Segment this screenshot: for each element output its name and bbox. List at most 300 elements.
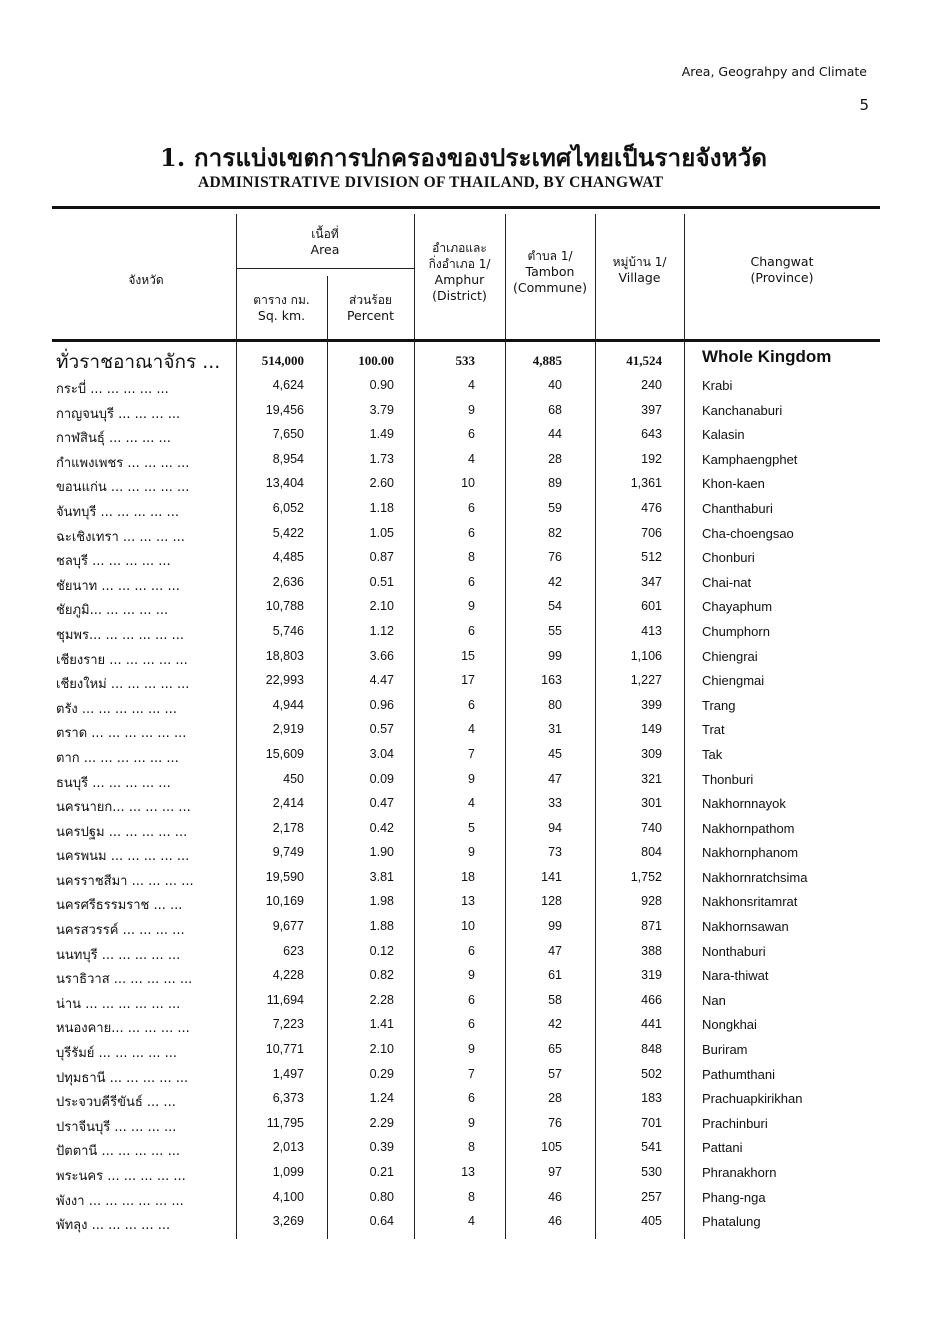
cell-village: 466 <box>641 992 662 1007</box>
cell-changwat-english: Thonburi <box>702 771 754 787</box>
area-subheader-rule <box>236 268 414 269</box>
cell-changwat-thai: กาฬสินธุ์ ... ... ... ... <box>56 431 171 447</box>
cell-tambon: 141 <box>541 869 562 884</box>
cell-changwat-thai: ตาก ... ... ... ... ... ... <box>56 750 179 766</box>
cell-tambon: 76 <box>548 1115 562 1130</box>
cell-village: 601 <box>641 599 662 614</box>
table-row <box>0 718 941 743</box>
cell-percent: 0.82 <box>369 968 394 983</box>
cell-tambon: 105 <box>541 1140 562 1155</box>
table-row <box>0 595 941 620</box>
cell-changwat-english: Buriram <box>702 1042 748 1058</box>
cell-percent: 1.18 <box>369 500 394 515</box>
cell-percent: 2.60 <box>369 476 394 491</box>
table-row <box>0 792 941 817</box>
header-label: Amphur <box>434 272 485 287</box>
header-label: Percent <box>346 308 395 323</box>
cell-changwat-thai: ประจวบคีรีขันธ์ ... ... <box>56 1095 176 1111</box>
cell-changwat-english: Khon-kaen <box>702 476 765 492</box>
cell-percent: 1.49 <box>369 427 394 442</box>
cell-percent: 0.64 <box>369 1214 394 1229</box>
cell-changwat-english: Chiengrai <box>702 648 758 664</box>
cell-percent: 1.12 <box>369 623 394 638</box>
cell-village: 1,752 <box>630 869 662 884</box>
cell-sqkm: 19,456 <box>265 402 304 417</box>
cell-percent: 1.90 <box>369 845 394 860</box>
cell-village: 240 <box>641 378 662 392</box>
cell-amphur: 6 <box>468 500 475 515</box>
table-row <box>0 620 941 645</box>
header-changwat-english <box>684 254 880 286</box>
table-row <box>0 546 941 571</box>
cell-tambon: 40 <box>548 378 562 392</box>
table-row <box>0 694 941 719</box>
cell-tambon: 28 <box>548 1091 562 1106</box>
table-row <box>0 890 941 915</box>
cell-sqkm: 5,422 <box>272 525 304 540</box>
cell-changwat-english: Nonthaburi <box>702 943 766 959</box>
cell-tambon: 61 <box>548 968 562 983</box>
cell-changwat-thai: ชัยภูมิ... ... ... ... ... <box>56 603 169 619</box>
table-row <box>0 1210 941 1235</box>
cell-changwat-english: Chumphorn <box>702 623 770 639</box>
header-label: จังหวัด <box>128 273 164 287</box>
cell-village: 309 <box>641 746 662 761</box>
header-label: (Province) <box>750 270 814 285</box>
cell-village: 149 <box>641 722 662 737</box>
cell-village: 41,524 <box>626 353 662 368</box>
cell-amphur: 6 <box>468 943 475 958</box>
cell-tambon: 59 <box>548 500 562 515</box>
cell-tambon: 99 <box>548 648 562 663</box>
cell-amphur: 17 <box>461 673 475 688</box>
cell-amphur: 4 <box>468 796 475 811</box>
cell-changwat-thai: ชุมพร... ... ... ... ... ... <box>56 627 184 643</box>
cell-tambon: 80 <box>548 697 562 712</box>
cell-sqkm: 11,694 <box>266 992 304 1007</box>
cell-amphur: 6 <box>468 1017 475 1032</box>
cell-tambon: 33 <box>548 796 562 811</box>
cell-sqkm: 6,052 <box>272 500 304 515</box>
cell-amphur: 9 <box>468 1042 475 1057</box>
cell-amphur: 6 <box>468 427 475 442</box>
header-label: กิ่งอำเภอ 1/ <box>428 257 491 271</box>
table-top-rule <box>52 206 880 209</box>
cell-changwat-thai: พังงา ... ... ... ... ... ... <box>56 1193 184 1209</box>
cell-changwat-thai: ชัยนาท ... ... ... ... ... <box>56 578 180 594</box>
cell-village: 476 <box>641 500 662 515</box>
cell-sqkm: 1,497 <box>272 1066 304 1081</box>
header-area <box>236 226 414 258</box>
cell-village: 1,227 <box>630 673 662 688</box>
table-body <box>0 347 941 1235</box>
table-row <box>0 448 941 473</box>
page-title-thai: 1. การแบ่งเขตการปกครองของประเทศไทยเป็นรายจังหวัด <box>160 143 768 172</box>
table-row <box>0 472 941 497</box>
cell-tambon: 68 <box>548 402 562 417</box>
page-number: 5 <box>859 96 869 114</box>
cell-village: 413 <box>641 623 662 638</box>
cell-village: 319 <box>641 968 662 983</box>
cell-tambon: 89 <box>548 476 562 491</box>
page-title-english: ADMINISTRATIVE DIVISION OF THAILAND, BY CHANGWAT <box>198 174 664 191</box>
cell-sqkm: 15,609 <box>265 746 304 761</box>
cell-sqkm: 10,788 <box>265 599 304 614</box>
table-row-total <box>0 347 941 374</box>
cell-changwat-english: Phatalung <box>702 1214 761 1230</box>
cell-percent: 1.05 <box>369 525 394 540</box>
cell-sqkm: 4,624 <box>272 378 304 392</box>
cell-amphur: 9 <box>468 845 475 860</box>
cell-tambon: 73 <box>548 845 562 860</box>
cell-changwat-english: Kamphaengphet <box>702 451 798 467</box>
cell-changwat-thai: ปัตตานี ... ... ... ... ... <box>56 1144 180 1160</box>
cell-tambon: 97 <box>548 1165 562 1179</box>
cell-changwat-english: Chayaphum <box>702 599 773 615</box>
cell-village: 347 <box>641 574 662 589</box>
cell-tambon: 44 <box>548 427 562 442</box>
cell-percent: 1.73 <box>369 451 394 466</box>
cell-amphur: 4 <box>468 451 475 466</box>
header-label: (Commune) <box>512 280 588 295</box>
cell-changwat-thai: กาญจนบุรี ... ... ... ... <box>56 406 181 422</box>
cell-tambon: 4,885 <box>532 353 562 368</box>
cell-tambon: 31 <box>548 722 562 737</box>
table-row <box>0 669 941 694</box>
cell-tambon: 82 <box>548 525 562 540</box>
cell-percent: 0.09 <box>369 771 394 786</box>
cell-village: 397 <box>641 402 662 417</box>
cell-sqkm: 18,803 <box>265 648 304 663</box>
table-row <box>0 1038 941 1063</box>
cell-sqkm: 7,650 <box>272 427 304 442</box>
cell-changwat-english: Cha-choengsao <box>702 525 794 541</box>
header-label: Changwat <box>750 254 814 269</box>
cell-changwat-thai: นครราชสีมา ... ... ... ... <box>56 873 194 889</box>
cell-percent: 2.29 <box>369 1115 394 1130</box>
cell-village: 512 <box>641 550 662 565</box>
cell-village: 928 <box>641 894 662 909</box>
cell-changwat-english: Nakhornsawan <box>702 919 789 935</box>
table-row <box>0 374 941 399</box>
cell-percent: 4.47 <box>369 673 394 688</box>
cell-sqkm: 9,749 <box>272 845 304 860</box>
cell-amphur: 15 <box>461 648 475 663</box>
cell-village: 706 <box>641 525 662 540</box>
cell-sqkm: 2,013 <box>272 1140 304 1155</box>
cell-percent: 1.41 <box>369 1017 394 1032</box>
cell-changwat-english: Chanthaburi <box>702 500 773 516</box>
cell-amphur: 13 <box>461 894 475 909</box>
cell-tambon: 99 <box>548 919 562 934</box>
cell-changwat-english: Nakhornratchsima <box>702 869 808 885</box>
cell-sqkm: 2,414 <box>272 796 304 811</box>
cell-changwat-thai: บุรีรัมย์ ... ... ... ... ... <box>56 1046 178 1062</box>
cell-changwat-english: Chai-nat <box>702 574 752 590</box>
cell-changwat-thai: หนองคาย... ... ... ... ... <box>56 1021 190 1037</box>
cell-amphur: 4 <box>468 378 475 392</box>
cell-percent: 1.88 <box>369 919 394 934</box>
cell-percent: 3.66 <box>369 648 394 663</box>
cell-amphur: 4 <box>468 1214 475 1229</box>
header-label: หมู่บ้าน 1/ <box>612 255 667 269</box>
cell-sqkm: 4,485 <box>272 550 304 565</box>
cell-village: 441 <box>641 1017 662 1032</box>
cell-village: 643 <box>641 427 662 442</box>
header-label: ส่วนร้อย <box>349 293 392 307</box>
cell-changwat-english: Nan <box>702 992 726 1008</box>
cell-changwat-english: Prachuapkirikhan <box>702 1091 803 1107</box>
cell-sqkm: 13,404 <box>265 476 304 491</box>
cell-changwat-english: Nakhornnayok <box>702 796 786 812</box>
cell-percent: 0.87 <box>369 550 394 565</box>
cell-sqkm: 5,746 <box>272 623 304 638</box>
cell-changwat-english: Trang <box>702 697 736 713</box>
cell-sqkm: 4,100 <box>272 1189 304 1204</box>
cell-percent: 100.00 <box>358 353 394 368</box>
table-row <box>0 768 941 793</box>
cell-changwat-thai: ธนบุรี ... ... ... ... ... <box>56 775 171 791</box>
header-label: Village <box>618 270 661 285</box>
cell-percent: 1.98 <box>369 894 394 909</box>
cell-sqkm: 10,169 <box>265 894 304 909</box>
cell-amphur: 9 <box>468 771 475 786</box>
cell-amphur: 5 <box>468 820 475 835</box>
table-row <box>0 1013 941 1038</box>
table-row <box>0 841 941 866</box>
cell-percent: 0.96 <box>369 697 394 712</box>
cell-amphur: 6 <box>468 623 475 638</box>
cell-changwat-thai: ขอนแก่น ... ... ... ... ... <box>56 480 190 496</box>
cell-tambon: 45 <box>548 746 562 761</box>
cell-tambon: 47 <box>548 771 562 786</box>
cell-sqkm: 514,000 <box>261 353 304 368</box>
cell-village: 1,106 <box>630 648 662 663</box>
cell-tambon: 42 <box>548 574 562 589</box>
cell-changwat-english: Nakhonsritamrat <box>702 894 798 910</box>
cell-changwat-english: Pathumthani <box>702 1066 775 1082</box>
cell-sqkm: 19,590 <box>265 869 304 884</box>
running-head: Area, Geograhpy and Climate <box>681 64 867 79</box>
header-village <box>595 254 684 286</box>
cell-tambon: 163 <box>541 673 562 688</box>
cell-changwat-english: Pattani <box>702 1140 743 1156</box>
table-row <box>0 1063 941 1088</box>
cell-sqkm: 4,944 <box>272 697 304 712</box>
cell-amphur: 9 <box>468 402 475 417</box>
cell-amphur: 9 <box>468 599 475 614</box>
table-header-rule <box>52 339 880 342</box>
header-amphur <box>414 240 505 304</box>
cell-changwat-thai: เชียงใหม่ ... ... ... ... ... <box>56 677 190 693</box>
cell-amphur: 18 <box>461 869 475 884</box>
cell-village: 701 <box>641 1115 662 1130</box>
cell-tambon: 42 <box>548 1017 562 1032</box>
table-row <box>0 1136 941 1161</box>
cell-percent: 0.42 <box>369 820 394 835</box>
table-row <box>0 571 941 596</box>
cell-changwat-thai: นครพนม ... ... ... ... ... <box>56 849 190 865</box>
cell-changwat-english: Whole Kingdom <box>702 347 832 366</box>
cell-percent: 3.79 <box>369 402 394 417</box>
cell-percent: 0.21 <box>369 1165 394 1179</box>
cell-changwat-thai: นครปฐม ... ... ... ... ... <box>56 824 188 840</box>
cell-percent: 0.90 <box>369 378 394 392</box>
cell-percent: 0.12 <box>369 943 394 958</box>
cell-sqkm: 10,771 <box>265 1042 304 1057</box>
table-row <box>0 497 941 522</box>
cell-changwat-thai: ตราด ... ... ... ... ... ... <box>56 726 187 742</box>
cell-changwat-english: Trat <box>702 722 725 738</box>
cell-tambon: 76 <box>548 550 562 565</box>
cell-changwat-english: Phang-nga <box>702 1189 766 1205</box>
cell-amphur: 6 <box>468 1091 475 1106</box>
cell-village: 804 <box>641 845 662 860</box>
table-row <box>0 817 941 842</box>
header-label: Sq. km. <box>257 308 306 323</box>
cell-changwat-thai: จันทบุรี ... ... ... ... ... <box>56 504 179 520</box>
table-row <box>0 1186 941 1211</box>
cell-amphur: 10 <box>461 919 475 934</box>
cell-village: 848 <box>641 1042 662 1057</box>
cell-changwat-english: Chiengmai <box>702 673 765 689</box>
cell-village: 257 <box>641 1189 662 1204</box>
cell-changwat-english: Nara-thiwat <box>702 968 769 984</box>
table-row <box>0 915 941 940</box>
cell-percent: 0.29 <box>369 1066 394 1081</box>
cell-tambon: 47 <box>548 943 562 958</box>
cell-tambon: 128 <box>541 894 562 909</box>
cell-amphur: 533 <box>455 353 475 368</box>
cell-amphur: 9 <box>468 1115 475 1130</box>
cell-percent: 0.80 <box>369 1189 394 1204</box>
cell-changwat-english: Phranakhorn <box>702 1165 777 1180</box>
cell-village: 192 <box>641 451 662 466</box>
cell-changwat-thai: ฉะเชิงเทรา ... ... ... ... <box>56 529 185 545</box>
header-label: เนื้อที่ <box>311 227 339 241</box>
cell-changwat-english: Krabi <box>702 378 733 393</box>
header-changwat-thai <box>60 272 232 288</box>
cell-village: 405 <box>641 1214 662 1229</box>
header-label: ตำบล 1/ <box>527 249 573 263</box>
cell-sqkm: 450 <box>283 771 304 786</box>
cell-village: 388 <box>641 943 662 958</box>
header-label: อำเภอและ <box>432 241 487 255</box>
header-sqkm <box>236 292 327 324</box>
cell-village: 541 <box>641 1140 662 1155</box>
cell-tambon: 46 <box>548 1189 562 1204</box>
header-tambon <box>505 248 595 296</box>
cell-amphur: 8 <box>468 1140 475 1155</box>
table-row <box>0 989 941 1014</box>
cell-village: 871 <box>641 919 662 934</box>
table-row <box>0 743 941 768</box>
cell-village: 321 <box>641 771 662 786</box>
cell-changwat-thai: นครนายก... ... ... ... ... <box>56 800 191 816</box>
table-row <box>0 645 941 670</box>
table-row <box>0 1112 941 1137</box>
table-row <box>0 423 941 448</box>
cell-amphur: 6 <box>468 992 475 1007</box>
cell-percent: 0.51 <box>369 574 394 589</box>
cell-changwat-thai: ปทุมธานี ... ... ... ... ... <box>56 1070 189 1086</box>
cell-amphur: 8 <box>468 1189 475 1204</box>
cell-amphur: 8 <box>468 550 475 565</box>
cell-amphur: 6 <box>468 525 475 540</box>
cell-percent: 0.57 <box>369 722 394 737</box>
header-label: ตาราง กม. <box>253 293 310 307</box>
cell-changwat-english: Kanchanaburi <box>702 402 783 418</box>
cell-sqkm: 11,795 <box>266 1115 304 1130</box>
cell-changwat-thai: นนทบุรี ... ... ... ... ... <box>56 947 181 963</box>
cell-sqkm: 3,269 <box>272 1214 304 1229</box>
cell-amphur: 6 <box>468 697 475 712</box>
cell-tambon: 58 <box>548 992 562 1007</box>
cell-amphur: 7 <box>468 1066 475 1081</box>
cell-changwat-thai: เชียงราย ... ... ... ... ... <box>56 652 188 668</box>
cell-tambon: 57 <box>548 1066 562 1081</box>
cell-percent: 1.24 <box>369 1091 394 1106</box>
cell-changwat-thai: นครศรีธรรมราช ... ... <box>56 898 183 914</box>
cell-changwat-thai: ตรัง ... ... ... ... ... ... <box>56 701 177 717</box>
cell-percent: 0.39 <box>369 1140 394 1155</box>
cell-changwat-thai: กำแพงเพชร ... ... ... ... <box>56 455 190 471</box>
cell-changwat-english: Nakhornpathom <box>702 820 795 836</box>
header-label: (District) <box>432 288 487 303</box>
cell-sqkm: 8,954 <box>272 451 304 466</box>
cell-tambon: 54 <box>548 599 562 614</box>
cell-changwat-english: Nakhornphanom <box>702 845 799 861</box>
table-row <box>0 866 941 891</box>
cell-village: 530 <box>641 1165 662 1179</box>
cell-percent: 2.28 <box>369 992 394 1007</box>
cell-sqkm: 22,993 <box>265 673 304 688</box>
cell-amphur: 13 <box>461 1165 475 1179</box>
cell-village: 399 <box>641 697 662 712</box>
cell-changwat-thai: ปราจีนบุรี ... ... ... ... <box>56 1119 177 1135</box>
cell-changwat-thai: นครสวรรค์ ... ... ... ... <box>56 923 185 939</box>
cell-changwat-thai: นราธิวาส ... ... ... ... ... <box>56 972 193 988</box>
cell-changwat-english: Prachinburi <box>702 1115 768 1131</box>
header-label: Tambon <box>525 264 575 279</box>
cell-sqkm: 6,373 <box>272 1091 304 1106</box>
cell-percent: 3.04 <box>369 746 394 761</box>
cell-changwat-english: Kalasin <box>702 427 745 443</box>
cell-changwat-thai: กระบี่ ... ... ... ... ... <box>56 382 169 397</box>
cell-changwat-thai: น่าน ... ... ... ... ... ... <box>56 996 181 1012</box>
header-label: Area <box>310 242 340 257</box>
cell-changwat-english: Chonburi <box>702 550 755 566</box>
cell-amphur: 9 <box>468 968 475 983</box>
cell-tambon: 55 <box>548 623 562 638</box>
cell-sqkm: 4,228 <box>272 968 304 983</box>
cell-tambon: 46 <box>548 1214 562 1229</box>
cell-tambon: 28 <box>548 451 562 466</box>
cell-tambon: 94 <box>548 820 562 835</box>
cell-sqkm: 9,677 <box>272 919 304 934</box>
cell-percent: 3.81 <box>369 869 394 884</box>
cell-amphur: 10 <box>461 476 475 491</box>
cell-amphur: 6 <box>468 574 475 589</box>
cell-changwat-thai: ชลบุรี ... ... ... ... ... <box>56 554 171 570</box>
table-row <box>0 1161 941 1186</box>
cell-sqkm: 2,636 <box>272 574 304 589</box>
table-row <box>0 964 941 989</box>
cell-village: 740 <box>641 820 662 835</box>
cell-percent: 2.10 <box>369 599 394 614</box>
cell-changwat-thai: ทั่วราชอาณาจักร ... <box>56 351 221 373</box>
cell-sqkm: 2,919 <box>272 722 304 737</box>
